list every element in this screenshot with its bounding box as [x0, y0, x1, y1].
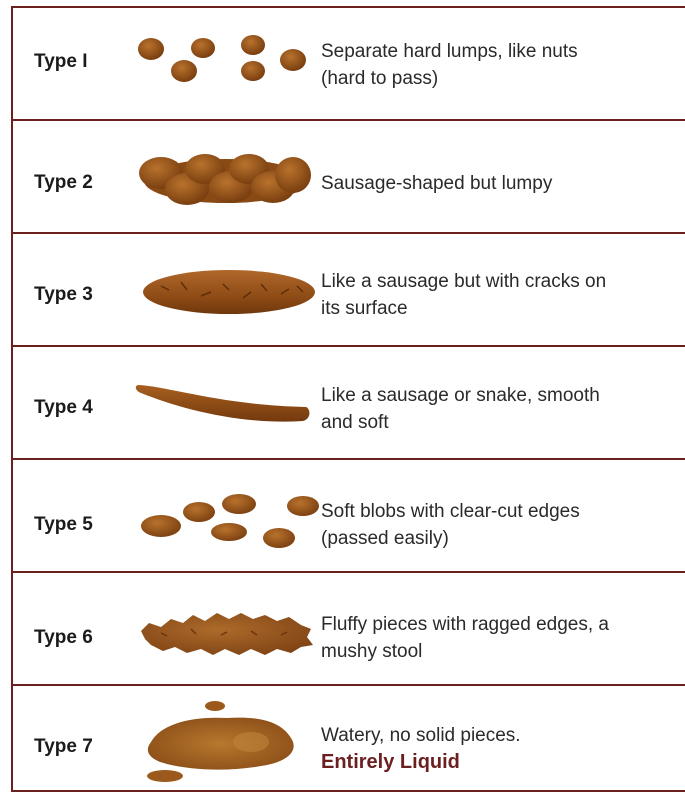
description: Like a sausage but with cracks on its surface — [321, 271, 607, 319]
table-row — [13, 460, 685, 573]
table-row — [13, 347, 685, 460]
fluffy-pieces-icon — [131, 573, 321, 686]
smooth-snake-icon — [131, 347, 321, 460]
description: Separate hard lumps, like nuts (hard to pass) — [321, 41, 578, 89]
description: Like a sausage or snake, smooth and soft — [321, 385, 600, 433]
table-row — [13, 573, 685, 686]
emphasis-text: Entirely Liquid — [321, 751, 460, 773]
table-row — [13, 121, 685, 234]
type-label: Type 6 — [34, 627, 93, 648]
description: Watery, no solid pieces. Entirely Liquid — [321, 722, 685, 776]
table-row — [13, 8, 685, 121]
type-label: Type 7 — [34, 736, 93, 757]
type-label: Type 4 — [34, 397, 93, 418]
lumpy-sausage-icon — [131, 121, 321, 234]
description: Soft blobs with clear-cut edges (passed easily) — [321, 501, 580, 549]
description: Sausage-shaped but lumpy — [321, 173, 553, 194]
stool-scale-table — [11, 6, 685, 792]
table-row — [13, 686, 685, 792]
table-row — [13, 234, 685, 347]
soft-blobs-icon — [131, 460, 321, 573]
watery-liquid-icon — [131, 686, 321, 792]
type-label: Type I — [34, 51, 88, 72]
description: Fluffy pieces with ragged edges, a mushy stool — [321, 614, 609, 662]
type-label: Type 2 — [34, 172, 93, 193]
cracked-sausage-icon — [131, 234, 321, 347]
type-label: Type 3 — [34, 284, 93, 305]
type-label: Type 5 — [34, 514, 93, 535]
separate-hard-lumps-icon — [131, 8, 321, 121]
